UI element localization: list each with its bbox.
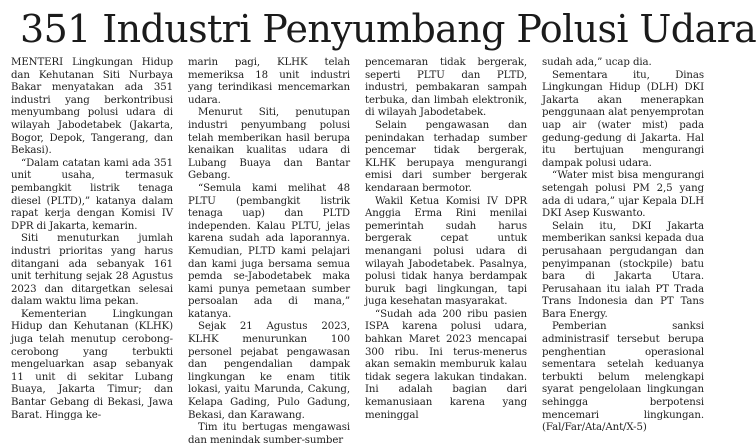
paragraph: Sejak 21 Agustus 2023, KLHK menurunkan 100 personel pejabat pengawasan dan pengendalian dampak lingkungan ke enam titik lokasi, yaitu Marunda, Cakung, Kelapa Gading, Pulo Gadung, Bekasi, dan Karawang.	[188, 321, 350, 421]
paragraph: “Water mist bisa mengurangi setengah polusi PM 2,5 yang ada di udara,” ujar Kepala DLH DKI Asep Kuswanto.	[542, 170, 704, 220]
paragraph: Menurut Siti, penutupan industri penyumbang polusi telah memberikan hasil berupa kenaikan kualitas udara di Lubang Buaya dan Bantar Gebang.	[188, 107, 350, 182]
headline: 351 Industri Penyumbang Polusi Udara	[20, 7, 756, 51]
paragraph: Sementara itu, Dinas Lingkungan Hidup (DLH) DKI Jakarta akan menerapkan penggunaan alat penyemprotan uap air (water mist) pada gedung-gedung di Jakarta. Hal itu bertujuan mengurangi dampak polusi udara.	[542, 69, 704, 169]
paragraph: Selain pengawasan dan penindakan terhadap sumber pencemar tidak bergerak, KLHK berupaya mengurangi emisi dari sumber bergerak kendaraan bermotor.	[365, 119, 527, 194]
paragraph: Tim itu bertugas mengawasi dan menindak sumber-sumber	[188, 422, 350, 446]
paragraph: Pemberian sanksi administrasif tersebut berupa penghentian operasional sementara setelah keduanya terbukti belum melengkapi syarat pengelolaan lingkungan sehingga berpotensi mencemari lingkungan. (Fal/Far/Ata/Ant/X-5)	[542, 321, 704, 434]
paragraph: Selain itu, DKI Jakarta memberikan sanksi kepada dua perusahaan pergudangan dan penyimpanan (stockpile) batu bara di Jakarta Utara. Perusahaan itu ialah PT Trada Trans Indonesia dan PT Tans Bara Energy.	[542, 220, 704, 320]
paragraph: Wakil Ketua Komisi IV DPR Anggia Erma Rini menilai pemerintah sudah harus bergerak cepat untuk menangani polusi udara di wilayah Jabodetabek. Pasalnya, polusi tidak hanya berdampak buruk bagi lingkungan, tapi juga kesehatan masyarakat.	[365, 195, 527, 308]
paragraph: pencemaran tidak bergerak, seperti PLTU dan PLTD, industri, pembakaran sampah terbuka, dan limbah elektronik, di wilayah Jabodetabek.	[365, 57, 527, 119]
article-column-2	[188, 57, 350, 446]
paragraph: Siti menuturkan jumlah industri prioritas yang harus ditangani ada sebanyak 161 unit terhitung sejak 28 Agustus 2023 dan ditargetkan selesai dalam waktu lima pekan.	[11, 233, 173, 308]
paragraph: marin pagi, KLHK telah memeriksa 18 unit industri yang terindikasi mencemarkan udara.	[188, 57, 350, 106]
article-column-3	[365, 57, 527, 440]
article-column-4	[542, 57, 704, 440]
paragraph: Kementerian Lingkungan Hidup dan Kehutanan (KLHK) juga telah menutup cerobong-cerobong yang terbukti mengeluarkan asap sebanyak 11 unit di sekitar Lubang Buaya, Jakarta Timur; dan Bantar Gebang di Bekasi, Jawa Barat. Hingga ke-	[11, 308, 173, 421]
paragraph: “Dalam catatan kami ada 351 unit usaha, termasuk pembangkit listrik tenaga diesel (PLTD),” katanya dalam rapat kerja dengan Komisi IV DPR di Jakarta, kemarin.	[11, 157, 173, 232]
paragraph: MENTERI Lingkungan Hidup dan Kehutanan Siti Nurbaya Bakar menyatakan ada 351 industri yang berkontribusi menyumbang polusi udara di wilayah Jabodetabek (Jakarta, Bogor, Depok, Tangerang, dan Bekasi).	[11, 57, 173, 157]
paragraph: “Semula kami melihat 48 PLTU (pembangkit listrik tenaga uap) dan PLTD independen. Kalau PLTU, jelas karena sudah ada laporannya. Kemudian, PLTD kami pelajari dan kami juga bersama semua pemda se-Jabodetabek maka kami punya pemetaan sumber persoalan ada di mana,” katanya.	[188, 182, 350, 320]
paragraph: “Sudah ada 200 ribu pasien ISPA karena polusi udara, bahkan Maret 2023 mencapai 300 ribu. Ini terus-menerus akan semakin memburuk kalau tidak segera lakukan tindakan. Ini adalah bagian dari kemanusiaan karena yang meninggal	[365, 308, 527, 421]
article-column-1	[11, 57, 173, 440]
paragraph: sudah ada,” ucap dia.	[542, 57, 652, 68]
